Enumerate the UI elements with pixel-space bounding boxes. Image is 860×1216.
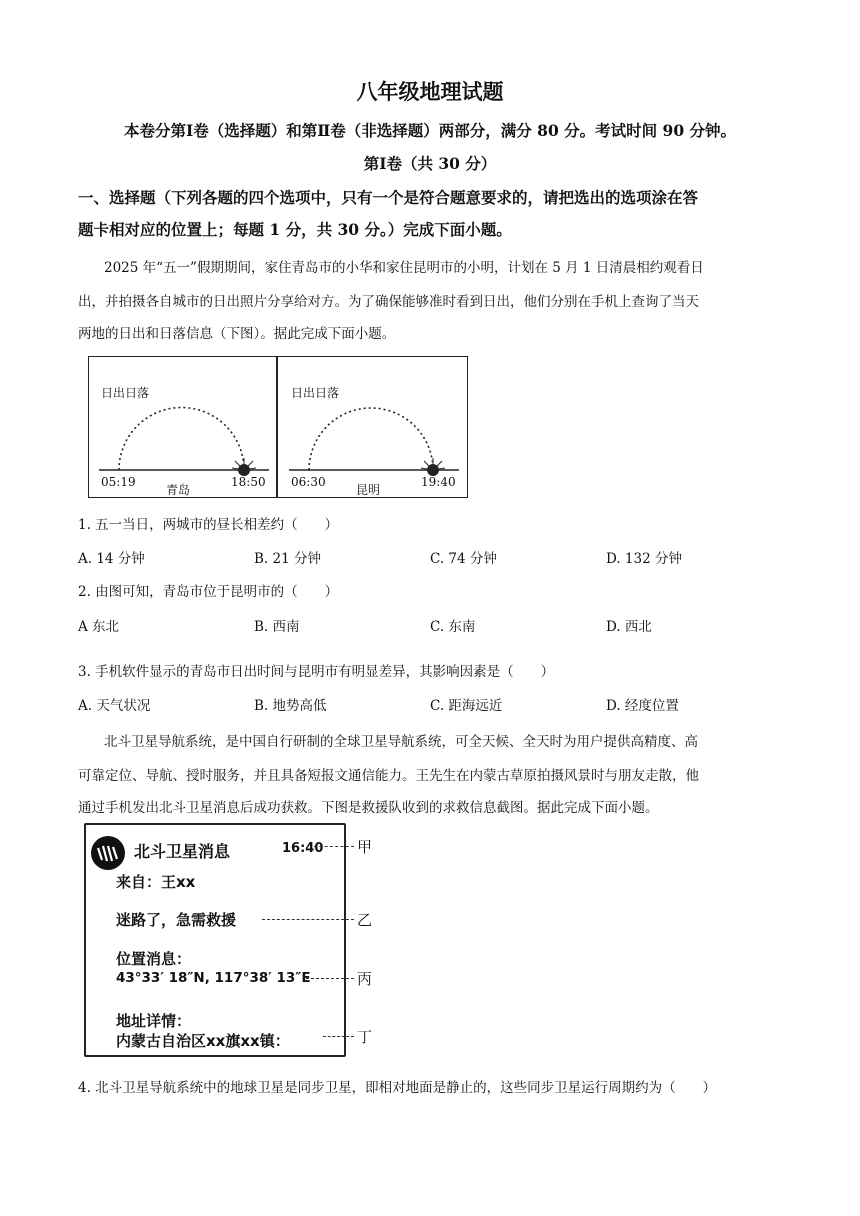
- address-detail: 内蒙古自治区xx旗xx镇：: [116, 1032, 290, 1050]
- passage2-line1: 北斗卫星导航系统，是中国自行研制的全球卫星导航系统，可全天候、全天时为用户提供高精度、高: [104, 734, 698, 750]
- leader-line-bing: [306, 978, 354, 979]
- question-3-stem: 3. 手机软件显示的青岛市日出时间与昆明市有明显差异，其影响因素是（ ）: [78, 664, 555, 680]
- left-panel-label: 日出日落: [101, 386, 150, 400]
- passage2-line3: 通过手机发出北斗卫星消息后成功获救。下图是救援队收到的求救信息截图。据此完成下面小题。: [78, 800, 659, 816]
- question-2-stem: 2. 由图可知，青岛市位于昆明市的（ ）: [78, 584, 339, 600]
- passage1-line3: 两地的日出和日落信息（下图）。据此完成下面小题。: [78, 326, 396, 342]
- address-label: 地址详情：: [116, 1012, 192, 1030]
- kunming-sunset: 19:40: [421, 475, 456, 489]
- question-4-stem: 4. 北斗卫星导航系统中的地球卫星是同步卫星，即相对地面是静止的，这些同步卫星运行周期约为（ ）: [78, 1080, 717, 1096]
- leader-line-ding: [323, 1036, 354, 1037]
- section-instruction-line1: 一、选择题（下列各题的四个选项中，只有一个是符合题意要求的，请把选出的选项涂在答: [78, 188, 699, 207]
- tag-yi: 乙: [357, 911, 373, 929]
- passage1-line1: 2025 年“五一”假期期间，家住青岛市的小华和家住昆明市的小明，计划在 5 月 1 日清晨相约观看日: [104, 260, 704, 276]
- part-heading: 第Ⅰ卷（共 30 分）: [363, 154, 497, 173]
- tag-bing: 丙: [357, 970, 373, 988]
- position-coords: 43°33′ 18″N, 117°38′ 13″E: [116, 970, 311, 986]
- passage1-line2: 出，并拍摄各自城市的日出照片分享给对方。为了确保能够准时看到日出，他们分别在手机上查询了当天: [78, 294, 699, 310]
- q3-option-b[interactable]: B. 地势高低: [254, 698, 327, 714]
- message-from: 来自：王xx: [116, 873, 196, 891]
- q1-option-c[interactable]: C. 74 分钟: [430, 551, 497, 567]
- q3-option-a[interactable]: A. 天气状况: [78, 698, 151, 714]
- exam-subtitle: 本卷分第Ⅰ卷（选择题）和第Ⅱ卷（非选择题）两部分，满分 80 分。考试时间 90 分钟。: [123, 121, 737, 140]
- q3-option-d[interactable]: D. 经度位置: [606, 698, 679, 714]
- q1-option-a[interactable]: A. 14 分钟: [78, 551, 145, 567]
- tag-jia: 甲: [357, 838, 373, 856]
- message-content: 迷路了，急需救援: [116, 911, 237, 929]
- right-panel-label: 日出日落: [291, 386, 340, 400]
- qingdao-sunset: 18:50: [231, 475, 266, 489]
- q3-option-c[interactable]: C. 距海远近: [430, 698, 503, 714]
- beidou-logo-icon: [90, 835, 126, 871]
- sunrise-sunset-diagram: [89, 357, 469, 499]
- q1-option-b[interactable]: B. 21 分钟: [254, 551, 321, 567]
- leader-line-yi: [262, 919, 354, 920]
- panel-divider: [276, 357, 278, 497]
- sunrise-sunset-figure: [88, 356, 468, 498]
- q2-option-c[interactable]: C. 东南: [430, 619, 476, 635]
- kunming-sunrise: 06:30: [291, 475, 326, 489]
- q2-option-b[interactable]: B. 西南: [254, 619, 300, 635]
- kunming-city-label: 昆明: [356, 483, 381, 497]
- question-1-stem: 1. 五一当日，两城市的昼长相差约（ ）: [78, 517, 339, 533]
- q2-option-a[interactable]: A 东北: [78, 619, 120, 635]
- leader-line-jia: [314, 846, 354, 847]
- tag-ding: 丁: [357, 1028, 373, 1046]
- qingdao-sunrise: 05:19: [101, 475, 136, 489]
- q1-option-d[interactable]: D. 132 分钟: [606, 551, 682, 567]
- beidou-message-figure: [84, 823, 346, 1057]
- passage2-line2: 可靠定位、导航、授时服务，并且具备短报文通信能力。王先生在内蒙古草原拍摄风景时与朋友走散，他: [78, 768, 699, 784]
- section-instruction-line2: 题卡相对应的位置上；每题 1 分，共 30 分。）完成下面小题。: [78, 220, 512, 239]
- message-time: 16:40: [282, 841, 324, 856]
- page-title: 八年级地理试题: [356, 79, 504, 104]
- qingdao-city-label: 青岛: [166, 483, 191, 497]
- message-header: 北斗卫星消息: [134, 842, 231, 861]
- q2-option-d[interactable]: D. 西北: [606, 619, 652, 635]
- position-label: 位置消息：: [116, 950, 192, 968]
